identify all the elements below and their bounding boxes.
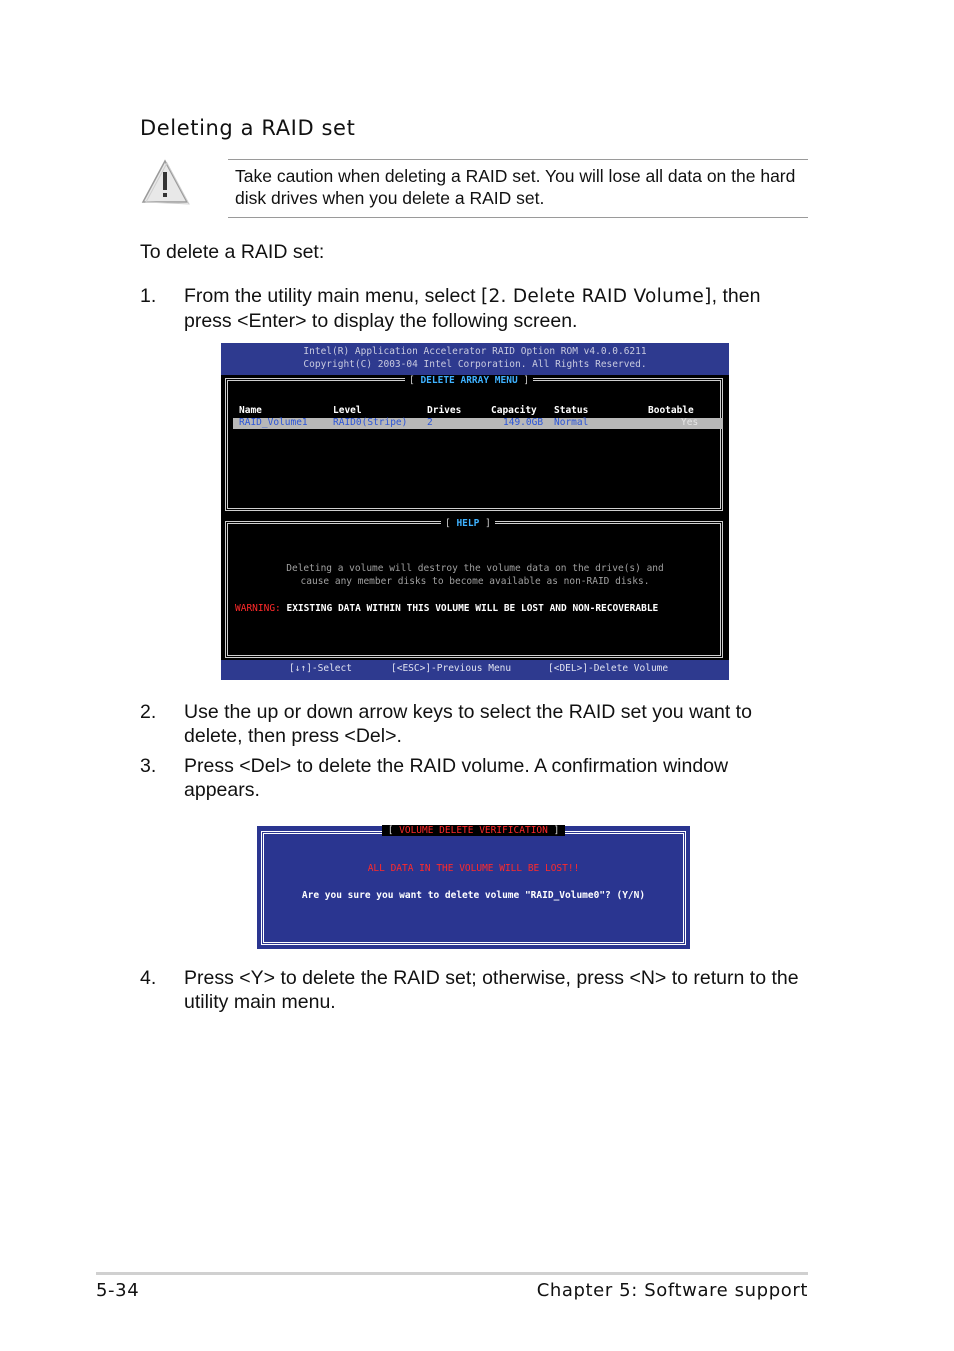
intro-text: To delete a RAID set: [140,241,325,263]
step-2-number: 2. [140,701,157,723]
footer-rule [96,1272,808,1275]
step-3-text: Press <Del> to delete the RAID volume. A confirmation window appears. [184,755,729,801]
warning-line [235,603,658,614]
row-status: Normal [554,417,589,428]
help-line-2: cause any member disks to become available as non-RAID disks. [300,576,650,587]
step-1-text: From the utility main menu, select [2. Delete RAID Volume], then press <Enter> to display the following screen. [184,285,761,332]
col-status: Status [554,405,589,416]
step-4-text: Press <Y> to delete the RAID set; otherwise, press <N> to return to the utility main menu. [184,967,799,1013]
dialog-frame [261,831,686,945]
dialog-warning: ALL DATA IN THE VOLUME WILL BE LOST!! [367,863,580,874]
bios-footer [221,660,729,680]
dialog-question[interactable]: Are you sure you want to delete volume "RAID_Volume0"? (Y/N) [301,890,646,901]
section-title: Deleting a RAID set [140,116,356,140]
caution-note: Take caution when deleting a RAID set. You will lose all data on the hard disk drives when you delete a RAID set. [235,166,796,208]
delete-verification-dialog [257,826,690,949]
row-capacity: 149.0GB [503,417,544,428]
step-2-text: Use the up or down arrow keys to select the RAID set you want to delete, then press <Del>. [184,701,752,747]
col-bootable: Bootable [648,405,694,416]
note-top-rule [228,159,808,160]
col-level: Level [333,405,362,416]
col-name: Name [239,405,262,416]
col-drives: Drives [427,405,462,416]
volume-list-panel [225,378,723,511]
row-level: RAID0(Stripe) [333,417,408,428]
step-4-number: 4. [140,967,157,989]
bios-header-line1: Intel(R) Application Accelerator RAID Option ROM v4.0.0.6211 [303,346,647,357]
bios-header [221,343,729,375]
note-bottom-rule [228,217,808,218]
step-1-number: 1. [140,285,157,307]
warning-text: EXISTING DATA WITHIN THIS VOLUME WILL BE LOST AND NON-RECOVERABLE [280,603,659,614]
up-down-arrow-icon: ↓↑ [294,663,307,674]
col-capacity: Capacity [491,405,537,416]
footer-select-hint: [↓↑]-Select [289,663,352,674]
step-3-number: 3. [140,755,157,777]
menu-option-highlight: [2. Delete RAID Volume] [480,286,712,307]
row-drives: 2 [427,417,433,428]
row-bootable: Yes [681,417,699,428]
help-title: [ HELP ] [441,518,495,529]
caution-icon [140,158,190,206]
page-number: 5-34 [96,1280,140,1301]
chapter-label: Chapter 5: Software support [536,1280,808,1301]
bios-header-line2: Copyright(C) 2003-04 Intel Corporation. All Rights Reserved. [303,359,647,370]
footer-del-hint: [<DEL>]-Delete Volume [548,663,669,674]
footer-prev-hint: [<ESC>]-Previous Menu [391,663,512,674]
delete-array-screen [221,343,729,680]
help-panel [225,521,723,658]
help-line-1: Deleting a volume will destroy the volume data on the drive(s) and [286,563,664,574]
menu-title: [ DELETE ARRAY MENU ] [405,375,533,386]
dialog-title: [ VOLUME DELETE VERIFICATION ] [257,825,690,836]
warning-label: WARNING: [235,603,281,614]
row-name: RAID_Volume1 [239,417,308,428]
